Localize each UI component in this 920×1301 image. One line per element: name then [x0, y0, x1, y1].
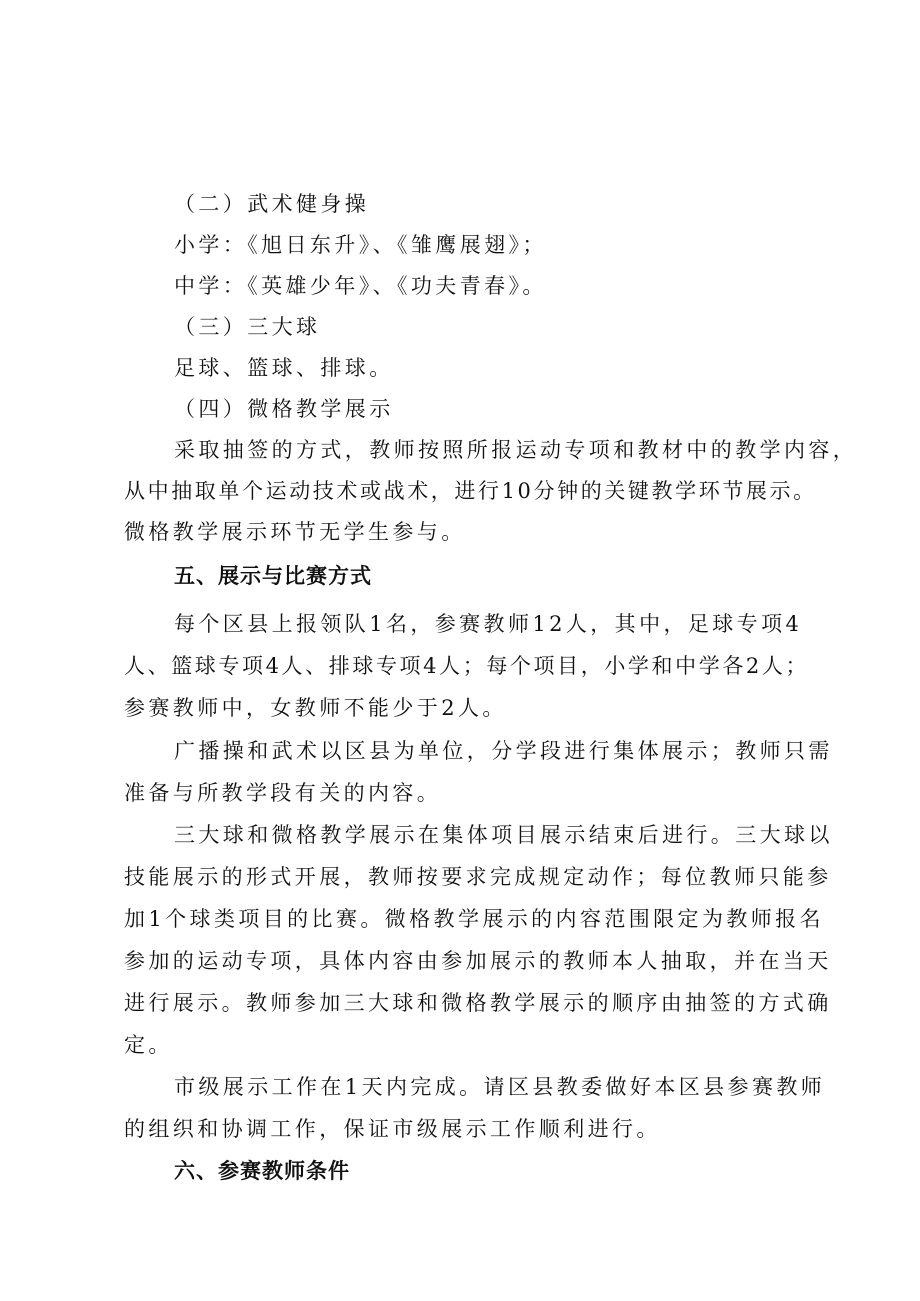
item-3-body: 足球、篮球、排球。 — [174, 356, 394, 380]
section-5-para-3-line: 参加的运动专项，具体内容由参加展示的教师本人抽取，并在当天 — [124, 949, 832, 973]
item-4-para-line: 微格教学展示环节无学生参与。 — [124, 520, 466, 544]
section-5-para-4-line: 市级展示工作在1天内完成。请区县教委做好本区县参赛教师 — [174, 1075, 826, 1099]
section-5-para-1-line: 每个区县上报领队1名，参赛教师12人，其中，足球专项4 — [174, 612, 803, 636]
section-5-para-3-line: 三大球和微格教学展示在集体项目展示结束后进行。三大球以 — [174, 823, 833, 847]
item-4-para-line: 从中抽取单个运动技术或战术，进行10分钟的关键教学环节展示。 — [124, 479, 817, 503]
section-5-para-3-line: 技能展示的形式开展，教师按要求完成规定动作；每位教师只能参 — [124, 865, 832, 889]
section-5-para-3-line: 加1个球类项目的比赛。微格教学展示的内容范围限定为教师报名 — [124, 907, 824, 931]
section-5-para-1-line: 参赛教师中，女教师不能少于2人。 — [124, 696, 507, 720]
section-5-para-3-line: 进行展示。教师参加三大球和微格教学展示的顺序由抽签的方式确 — [124, 991, 832, 1015]
item-2-primary-school-line: 小学：《旭日东升》、《雏鹰展翅》； — [174, 233, 547, 257]
item-2-secondary-school-line: 中学：《英雄少年》、《功夫青春》。 — [174, 274, 547, 298]
item-3-heading: （三）三大球 — [174, 315, 321, 339]
section-5-para-2-line: 广播操和武术以区县为单位，分学段进行集体展示；教师只需 — [174, 739, 833, 763]
section-6-heading: 六、参赛教师条件 — [174, 1159, 350, 1183]
item-4-heading: （四）微格教学展示 — [174, 397, 394, 421]
section-5-para-2-line: 准备与所教学段有关的内容。 — [124, 781, 442, 805]
section-5-para-1-line: 人、篮球专项4人、排球专项4人；每个项目，小学和中学各2人； — [124, 654, 810, 678]
item-4-para-line: 采取抽签的方式，教师按照所报运动专项和教材中的教学内容， — [174, 438, 858, 462]
section-5-para-3-line: 定。 — [124, 1033, 173, 1057]
section-5-heading: 五、展示与比赛方式 — [174, 564, 372, 588]
item-2-heading: （二）武术健身操 — [174, 192, 370, 216]
section-5-para-4-line: 的组织和协调工作，保证市级展示工作顺利进行。 — [124, 1117, 661, 1141]
